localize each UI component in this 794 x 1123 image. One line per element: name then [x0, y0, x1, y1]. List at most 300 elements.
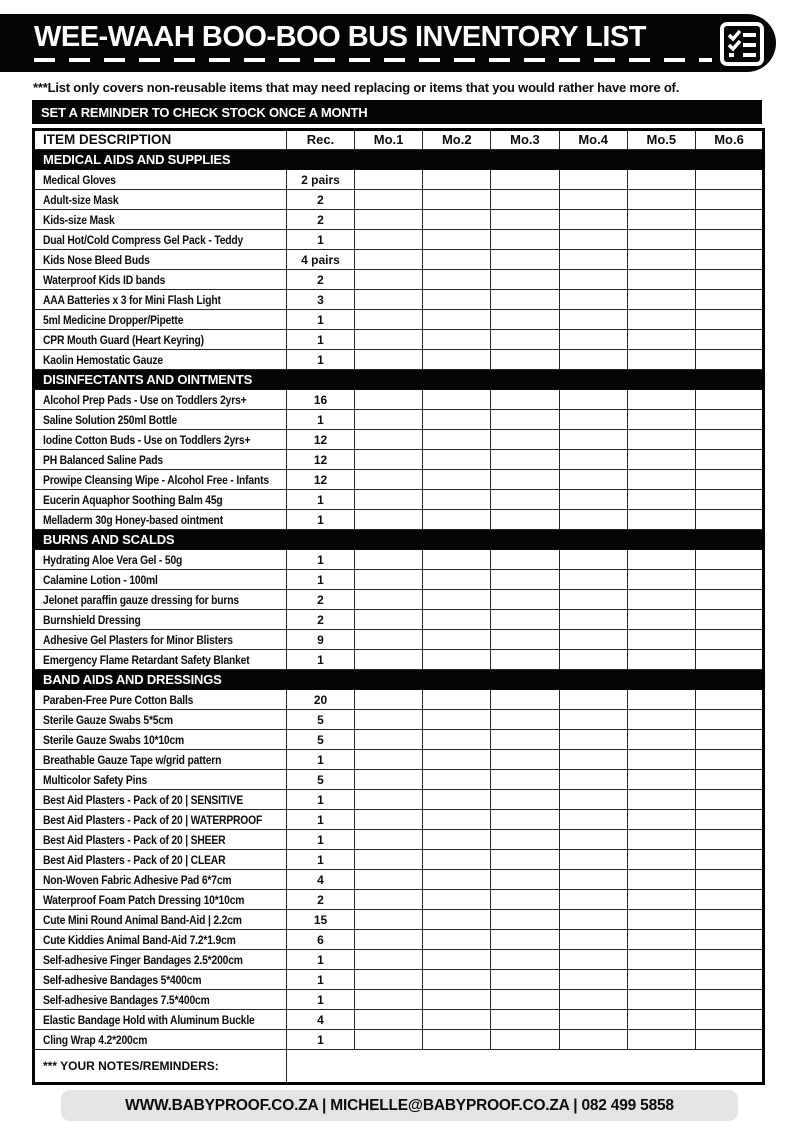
month-cell-mo3 [491, 810, 559, 830]
month-cell-mo1 [355, 1030, 423, 1050]
month-cell-mo6 [695, 990, 763, 1010]
month-cell-mo1 [355, 790, 423, 810]
item-name-cell: Kaolin Hemostatic Gauze [34, 350, 287, 370]
month-cell-mo5 [627, 570, 695, 590]
item-name-cell: Adult-size Mask [34, 190, 287, 210]
month-cell-mo5 [627, 950, 695, 970]
month-cell-mo6 [695, 830, 763, 850]
month-cell-mo4 [559, 990, 627, 1010]
item-name-cell: Best Aid Plasters - Pack of 20 | CLEAR [34, 850, 287, 870]
month-cell-mo1 [355, 510, 423, 530]
item-name-cell: Elastic Bandage Hold with Aluminum Buckle [34, 1010, 287, 1030]
item-rec-cell: 16 [287, 390, 355, 410]
month-cell-mo5 [627, 230, 695, 250]
month-cell-mo6 [695, 410, 763, 430]
month-cell-mo4 [559, 630, 627, 650]
month-cell-mo4 [559, 490, 627, 510]
item-rec-cell: 1 [287, 310, 355, 330]
item-rec-cell: 1 [287, 230, 355, 250]
item-name-cell: Sterile Gauze Swabs 5*5cm [34, 710, 287, 730]
column-header-mo1: Mo.1 [355, 130, 423, 150]
month-cell-mo2 [423, 310, 491, 330]
month-cell-mo5 [627, 170, 695, 190]
month-cell-mo2 [423, 430, 491, 450]
month-cell-mo2 [423, 610, 491, 630]
month-cell-mo3 [491, 990, 559, 1010]
item-rec-cell: 1 [287, 750, 355, 770]
item-name-cell: Paraben-Free Pure Cotton Balls [34, 690, 287, 710]
item-row [34, 790, 764, 810]
item-name-cell: Breathable Gauze Tape w/grid pattern [34, 750, 287, 770]
month-cell-mo4 [559, 730, 627, 750]
month-cell-mo6 [695, 770, 763, 790]
month-cell-mo1 [355, 230, 423, 250]
item-row [34, 590, 764, 610]
month-cell-mo1 [355, 950, 423, 970]
month-cell-mo6 [695, 710, 763, 730]
month-cell-mo4 [559, 210, 627, 230]
item-rec-cell: 1 [287, 510, 355, 530]
month-cell-mo5 [627, 990, 695, 1010]
item-rec-cell: 1 [287, 570, 355, 590]
month-cell-mo2 [423, 330, 491, 350]
month-cell-mo5 [627, 790, 695, 810]
month-cell-mo1 [355, 1010, 423, 1030]
item-row [34, 190, 764, 210]
item-rec-cell: 5 [287, 710, 355, 730]
month-cell-mo2 [423, 710, 491, 730]
month-cell-mo1 [355, 390, 423, 410]
item-rec-cell: 1 [287, 410, 355, 430]
item-rec-cell: 1 [287, 490, 355, 510]
month-cell-mo6 [695, 690, 763, 710]
column-header-row [34, 130, 764, 150]
month-cell-mo6 [695, 630, 763, 650]
month-cell-mo1 [355, 970, 423, 990]
section-header-row [34, 150, 764, 170]
item-rec-cell: 1 [287, 950, 355, 970]
month-cell-mo4 [559, 1030, 627, 1050]
month-cell-mo5 [627, 850, 695, 870]
item-row [34, 550, 764, 570]
item-row [34, 310, 764, 330]
month-cell-mo2 [423, 630, 491, 650]
month-cell-mo4 [559, 850, 627, 870]
item-row [34, 890, 764, 910]
month-cell-mo5 [627, 630, 695, 650]
item-name-cell: Multicolor Safety Pins [34, 770, 287, 790]
month-cell-mo5 [627, 690, 695, 710]
item-name-cell: Medical Gloves [34, 170, 287, 190]
month-cell-mo5 [627, 490, 695, 510]
month-cell-mo1 [355, 810, 423, 830]
item-rec-cell: 2 [287, 190, 355, 210]
month-cell-mo4 [559, 690, 627, 710]
month-cell-mo2 [423, 810, 491, 830]
item-row [34, 930, 764, 950]
month-cell-mo1 [355, 890, 423, 910]
item-row [34, 810, 764, 830]
column-header-item-description: ITEM DESCRIPTION [34, 130, 287, 150]
month-cell-mo1 [355, 490, 423, 510]
month-cell-mo1 [355, 310, 423, 330]
item-name-cell: Alcohol Prep Pads - Use on Toddlers 2yrs+ [34, 390, 287, 410]
month-cell-mo2 [423, 250, 491, 270]
item-row [34, 770, 764, 790]
month-cell-mo2 [423, 470, 491, 490]
month-cell-mo6 [695, 450, 763, 470]
item-rec-cell: 2 [287, 270, 355, 290]
month-cell-mo3 [491, 790, 559, 810]
month-cell-mo3 [491, 630, 559, 650]
item-row [34, 450, 764, 470]
month-cell-mo3 [491, 950, 559, 970]
item-row [34, 970, 764, 990]
month-cell-mo6 [695, 490, 763, 510]
month-cell-mo5 [627, 210, 695, 230]
item-name-cell: Sterile Gauze Swabs 10*10cm [34, 730, 287, 750]
month-cell-mo4 [559, 170, 627, 190]
notes-label: *** YOUR NOTES/REMINDERS: [34, 1050, 287, 1084]
item-row [34, 1030, 764, 1050]
month-cell-mo1 [355, 190, 423, 210]
month-cell-mo5 [627, 730, 695, 750]
month-cell-mo3 [491, 650, 559, 670]
month-cell-mo6 [695, 590, 763, 610]
month-cell-mo4 [559, 710, 627, 730]
month-cell-mo1 [355, 910, 423, 930]
month-cell-mo3 [491, 350, 559, 370]
section-title: BURNS AND SCALDS [34, 530, 764, 550]
item-rec-cell: 15 [287, 910, 355, 930]
item-name-cell: Kids Nose Bleed Buds [34, 250, 287, 270]
month-cell-mo1 [355, 870, 423, 890]
month-cell-mo3 [491, 250, 559, 270]
item-rec-cell: 1 [287, 830, 355, 850]
item-name-cell: AAA Batteries x 3 for Mini Flash Light [34, 290, 287, 310]
month-cell-mo5 [627, 590, 695, 610]
item-name-cell: Self-adhesive Bandages 5*400cm [34, 970, 287, 990]
section-header-row [34, 530, 764, 550]
month-cell-mo3 [491, 310, 559, 330]
item-name-cell: Waterproof Foam Patch Dressing 10*10cm [34, 890, 287, 910]
month-cell-mo5 [627, 910, 695, 930]
month-cell-mo2 [423, 930, 491, 950]
column-header-mo5: Mo.5 [627, 130, 695, 150]
page-title: WEE-WAAH BOO-BOO BUS INVENTORY LIST [34, 21, 646, 53]
month-cell-mo1 [355, 830, 423, 850]
month-cell-mo4 [559, 570, 627, 590]
item-row [34, 690, 764, 710]
month-cell-mo3 [491, 910, 559, 930]
item-row [34, 610, 764, 630]
month-cell-mo1 [355, 650, 423, 670]
month-cell-mo4 [559, 790, 627, 810]
item-rec-cell: 2 pairs [287, 170, 355, 190]
month-cell-mo4 [559, 330, 627, 350]
item-row [34, 490, 764, 510]
month-cell-mo4 [559, 910, 627, 930]
month-cell-mo4 [559, 610, 627, 630]
month-cell-mo5 [627, 1010, 695, 1030]
item-name-cell: Self-adhesive Finger Bandages 2.5*200cm [34, 950, 287, 970]
item-rec-cell: 3 [287, 290, 355, 310]
month-cell-mo1 [355, 210, 423, 230]
footer-contact-bar [61, 1090, 738, 1121]
month-cell-mo3 [491, 190, 559, 210]
month-cell-mo2 [423, 890, 491, 910]
month-cell-mo2 [423, 730, 491, 750]
month-cell-mo6 [695, 570, 763, 590]
month-cell-mo4 [559, 310, 627, 330]
item-row [34, 910, 764, 930]
month-cell-mo3 [491, 290, 559, 310]
month-cell-mo3 [491, 330, 559, 350]
month-cell-mo5 [627, 270, 695, 290]
month-cell-mo2 [423, 290, 491, 310]
month-cell-mo3 [491, 850, 559, 870]
month-cell-mo1 [355, 590, 423, 610]
month-cell-mo5 [627, 510, 695, 530]
item-name-cell: Waterproof Kids ID bands [34, 270, 287, 290]
month-cell-mo5 [627, 330, 695, 350]
item-row [34, 330, 764, 350]
month-cell-mo3 [491, 970, 559, 990]
month-cell-mo5 [627, 310, 695, 330]
month-cell-mo6 [695, 170, 763, 190]
item-row [34, 570, 764, 590]
month-cell-mo1 [355, 350, 423, 370]
month-cell-mo6 [695, 290, 763, 310]
month-cell-mo2 [423, 750, 491, 770]
item-name-cell: Saline Solution 250ml Bottle [34, 410, 287, 430]
month-cell-mo6 [695, 430, 763, 450]
month-cell-mo4 [559, 870, 627, 890]
month-cell-mo4 [559, 270, 627, 290]
item-rec-cell: 1 [287, 790, 355, 810]
item-rec-cell: 9 [287, 630, 355, 650]
month-cell-mo3 [491, 510, 559, 530]
month-cell-mo1 [355, 170, 423, 190]
month-cell-mo6 [695, 650, 763, 670]
month-cell-mo2 [423, 690, 491, 710]
month-cell-mo6 [695, 970, 763, 990]
month-cell-mo4 [559, 410, 627, 430]
month-cell-mo2 [423, 770, 491, 790]
month-cell-mo6 [695, 610, 763, 630]
item-rec-cell: 4 pairs [287, 250, 355, 270]
month-cell-mo2 [423, 550, 491, 570]
month-cell-mo1 [355, 730, 423, 750]
item-name-cell: Kids-size Mask [34, 210, 287, 230]
item-name-cell: Iodine Cotton Buds - Use on Toddlers 2yrs+ [34, 430, 287, 450]
month-cell-mo1 [355, 690, 423, 710]
title-bar [0, 14, 776, 72]
month-cell-mo4 [559, 390, 627, 410]
month-cell-mo3 [491, 690, 559, 710]
item-name-cell: Adhesive Gel Plasters for Minor Blisters [34, 630, 287, 650]
month-cell-mo6 [695, 350, 763, 370]
section-header-row [34, 370, 764, 390]
item-name-cell: Cute Kiddies Animal Band-Aid 7.2*1.9cm [34, 930, 287, 950]
month-cell-mo4 [559, 470, 627, 490]
month-cell-mo1 [355, 430, 423, 450]
item-name-cell: Non-Woven Fabric Adhesive Pad 6*7cm [34, 870, 287, 890]
month-cell-mo6 [695, 470, 763, 490]
month-cell-mo3 [491, 710, 559, 730]
month-cell-mo4 [559, 750, 627, 770]
month-cell-mo3 [491, 210, 559, 230]
item-row [34, 850, 764, 870]
item-row [34, 270, 764, 290]
month-cell-mo6 [695, 330, 763, 350]
column-header-rec: Rec. [287, 130, 355, 150]
month-cell-mo4 [559, 1010, 627, 1030]
month-cell-mo4 [559, 810, 627, 830]
month-cell-mo1 [355, 710, 423, 730]
month-cell-mo5 [627, 770, 695, 790]
item-rec-cell: 4 [287, 870, 355, 890]
month-cell-mo2 [423, 590, 491, 610]
month-cell-mo3 [491, 230, 559, 250]
item-name-cell: Jelonet paraffin gauze dressing for burns [34, 590, 287, 610]
month-cell-mo4 [559, 450, 627, 470]
item-name-cell: Self-adhesive Bandages 7.5*400cm [34, 990, 287, 1010]
month-cell-mo1 [355, 270, 423, 290]
item-name-cell: Best Aid Plasters - Pack of 20 | SENSITIVE [34, 790, 287, 810]
month-cell-mo6 [695, 230, 763, 250]
month-cell-mo3 [491, 390, 559, 410]
month-cell-mo2 [423, 910, 491, 930]
notes-row [34, 1050, 764, 1084]
month-cell-mo1 [355, 990, 423, 1010]
section-title: DISINFECTANTS AND OINTMENTS [34, 370, 764, 390]
month-cell-mo1 [355, 850, 423, 870]
month-cell-mo6 [695, 190, 763, 210]
month-cell-mo1 [355, 250, 423, 270]
item-rec-cell: 1 [287, 1030, 355, 1050]
month-cell-mo2 [423, 410, 491, 430]
month-cell-mo2 [423, 230, 491, 250]
item-row [34, 430, 764, 450]
checklist-icon [718, 20, 766, 73]
item-row [34, 170, 764, 190]
item-rec-cell: 1 [287, 650, 355, 670]
month-cell-mo5 [627, 350, 695, 370]
month-cell-mo6 [695, 850, 763, 870]
section-title: MEDICAL AIDS AND SUPPLIES [34, 150, 764, 170]
month-cell-mo3 [491, 770, 559, 790]
item-name-cell: Best Aid Plasters - Pack of 20 | WATERPROOF [34, 810, 287, 830]
month-cell-mo4 [559, 930, 627, 950]
item-row [34, 390, 764, 410]
item-rec-cell: 4 [287, 1010, 355, 1030]
item-name-cell: Cling Wrap 4.2*200cm [34, 1030, 287, 1050]
item-rec-cell: 2 [287, 610, 355, 630]
month-cell-mo1 [355, 550, 423, 570]
month-cell-mo3 [491, 890, 559, 910]
column-header-mo4: Mo.4 [559, 130, 627, 150]
item-rec-cell: 5 [287, 730, 355, 750]
month-cell-mo1 [355, 750, 423, 770]
month-cell-mo2 [423, 190, 491, 210]
item-name-cell: Emergency Flame Retardant Safety Blanket [34, 650, 287, 670]
footer-contact-text: WWW.BABYPROOF.CO.ZA | MICHELLE@BABYPROOF.CO.ZA | 082 499 5858 [125, 1096, 674, 1114]
month-cell-mo2 [423, 1010, 491, 1030]
item-rec-cell: 2 [287, 210, 355, 230]
month-cell-mo1 [355, 930, 423, 950]
month-cell-mo5 [627, 750, 695, 770]
intro-note: ***List only covers non-reusable items that may need replacing or items that you would rather have more of. [33, 80, 680, 95]
item-row [34, 870, 764, 890]
month-cell-mo5 [627, 830, 695, 850]
month-cell-mo5 [627, 650, 695, 670]
month-cell-mo5 [627, 550, 695, 570]
item-name-cell: Eucerin Aquaphor Soothing Balm 45g [34, 490, 287, 510]
month-cell-mo5 [627, 930, 695, 950]
item-row [34, 290, 764, 310]
month-cell-mo4 [559, 590, 627, 610]
month-cell-mo4 [559, 770, 627, 790]
month-cell-mo6 [695, 1010, 763, 1030]
item-row [34, 730, 764, 750]
month-cell-mo6 [695, 910, 763, 930]
month-cell-mo4 [559, 290, 627, 310]
month-cell-mo5 [627, 390, 695, 410]
month-cell-mo5 [627, 810, 695, 830]
item-rec-cell: 1 [287, 970, 355, 990]
item-row [34, 650, 764, 670]
month-cell-mo2 [423, 830, 491, 850]
month-cell-mo6 [695, 930, 763, 950]
month-cell-mo1 [355, 450, 423, 470]
item-rec-cell: 1 [287, 330, 355, 350]
month-cell-mo4 [559, 650, 627, 670]
month-cell-mo4 [559, 970, 627, 990]
section-title: BAND AIDS AND DRESSINGS [34, 670, 764, 690]
item-row [34, 250, 764, 270]
month-cell-mo3 [491, 270, 559, 290]
item-row [34, 210, 764, 230]
month-cell-mo6 [695, 390, 763, 410]
item-name-cell: PH Balanced Saline Pads [34, 450, 287, 470]
item-name-cell: Prowipe Cleansing Wipe - Alcohol Free - Infants [34, 470, 287, 490]
item-row [34, 230, 764, 250]
month-cell-mo2 [423, 650, 491, 670]
month-cell-mo3 [491, 1030, 559, 1050]
month-cell-mo2 [423, 950, 491, 970]
notes-empty-area [287, 1050, 764, 1084]
item-name-cell: Best Aid Plasters - Pack of 20 | SHEER [34, 830, 287, 850]
month-cell-mo4 [559, 250, 627, 270]
column-header-mo6: Mo.6 [695, 130, 763, 150]
month-cell-mo5 [627, 710, 695, 730]
month-cell-mo4 [559, 230, 627, 250]
month-cell-mo3 [491, 1010, 559, 1030]
month-cell-mo3 [491, 410, 559, 430]
month-cell-mo4 [559, 950, 627, 970]
month-cell-mo3 [491, 590, 559, 610]
month-cell-mo1 [355, 770, 423, 790]
item-row [34, 750, 764, 770]
month-cell-mo5 [627, 290, 695, 310]
month-cell-mo3 [491, 430, 559, 450]
item-rec-cell: 5 [287, 770, 355, 790]
month-cell-mo6 [695, 250, 763, 270]
reminder-banner [32, 100, 762, 124]
month-cell-mo6 [695, 890, 763, 910]
month-cell-mo5 [627, 250, 695, 270]
